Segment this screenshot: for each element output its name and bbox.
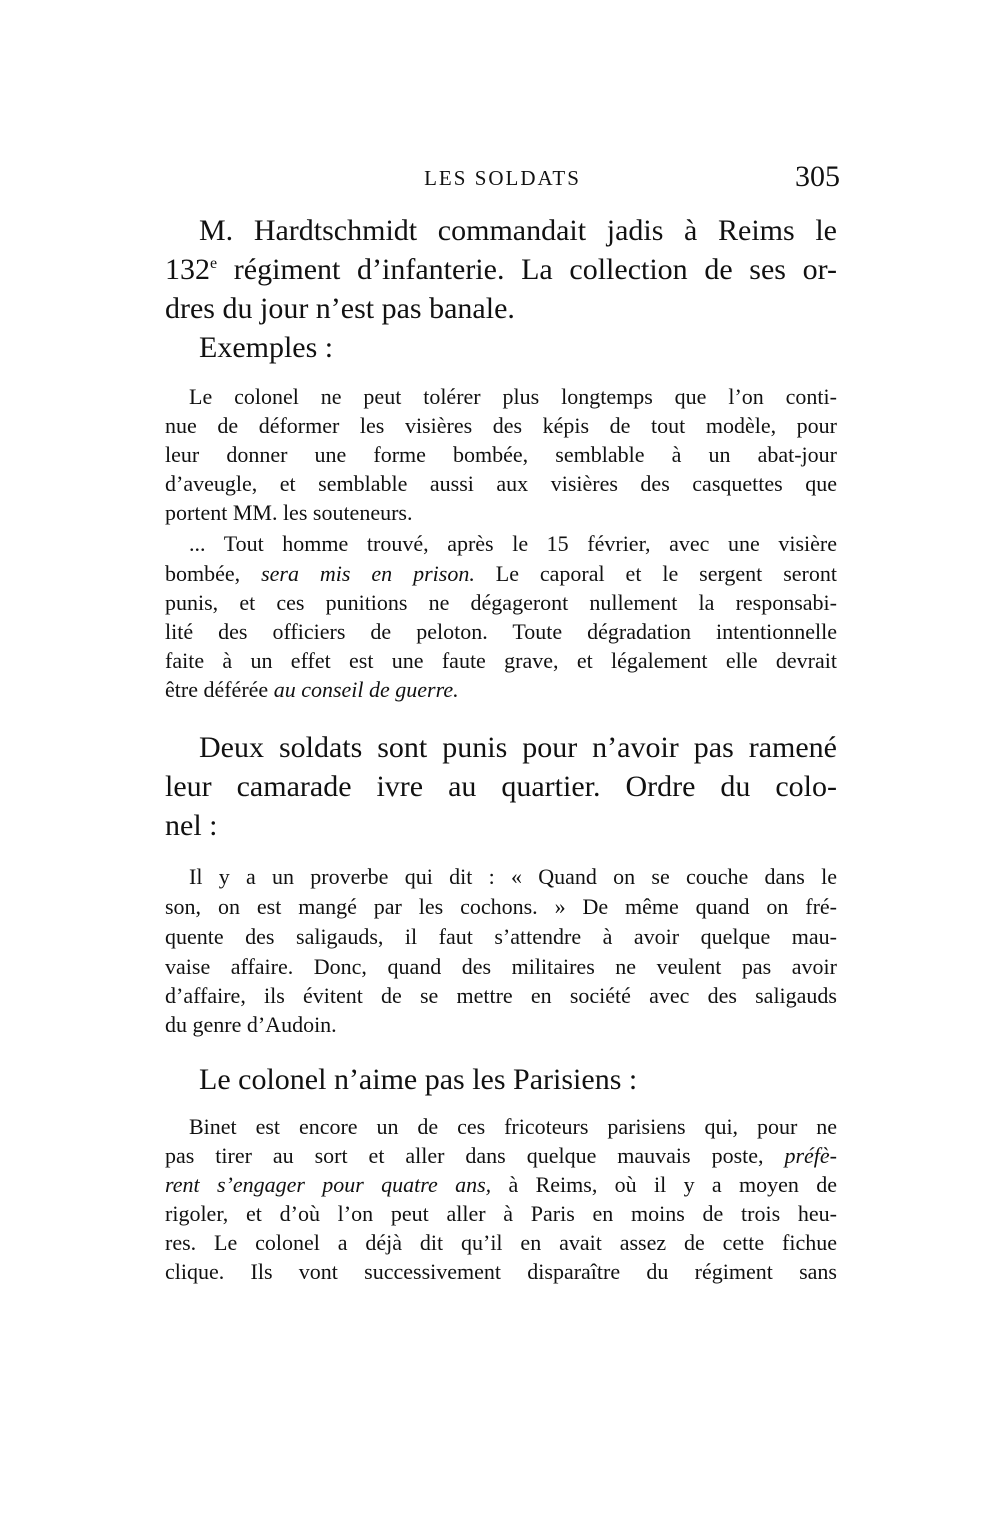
section2-line-1: Deux soldats sont punis pour n’avoir pas ramené <box>199 731 837 764</box>
quote1-line-7-italic: sera mis en prison. <box>261 561 475 586</box>
quote1-line-10: faite à un effet est une faute grave, et légalement elle devrait <box>165 648 837 673</box>
quote1-line-11-italic: au conseil de guerre. <box>273 677 459 702</box>
section2-line-2: leur camarade ivre au quartier. Ordre du colo- <box>165 770 837 803</box>
intro-line-2 <box>165 253 837 287</box>
quote1-line-3: leur donner une forme bombée, semblable à un abat-jour <box>165 442 837 467</box>
quote3-line-1: Binet est encore un de ces fricoteurs parisiens qui, pour ne <box>189 1114 837 1139</box>
quote1-line-9: lité des officiers de peloton. Toute dégradation intentionnelle <box>165 619 837 644</box>
quote3-line-5: res. Le colonel a déjà dit qu’il en avait assez de cette fichue <box>165 1230 837 1255</box>
intro-line-2-rest: régiment d’infanterie. La collection de ses or- <box>217 253 837 286</box>
intro-line-3: dres du jour n’est pas banale. <box>165 292 515 325</box>
quote2-line-3: quente des saligauds, il faut s’attendre à avoir quelque mau- <box>165 924 837 949</box>
quote1-line-4: d’aveugle, et semblable aussi aux visières des casquettes que <box>165 471 837 496</box>
quote3-line-3-b: à Reims, où il y a moyen de <box>491 1172 837 1197</box>
quote3-line-2-a: pas tirer au sort et aller dans quelque mauvais poste, <box>165 1143 785 1168</box>
quote1-line-7 <box>165 561 837 587</box>
quote3-line-4: rigoler, et d’où l’on peut aller à Paris en moins de trois heu- <box>165 1201 837 1226</box>
quote3-line-2 <box>165 1143 837 1169</box>
intro-line-4: Exemples : <box>199 331 334 364</box>
quote3-line-3-italic: rent s’engager pour quatre ans, <box>165 1172 492 1197</box>
quote2-line-4: vaise affaire. Donc, quand des militaires ne veulent pas avoir <box>165 954 837 979</box>
section3-line-1: Le colonel n’aime pas les Parisiens : <box>199 1063 638 1096</box>
quote3-line-3 <box>165 1172 837 1198</box>
quote3-line-6: clique. Ils vont successivement disparaître du régiment sans <box>165 1259 837 1284</box>
running-title: LES SOLDATS <box>424 166 581 190</box>
quote2-line-1: Il y a un proverbe qui dit : « Quand on se couche dans le <box>189 864 837 889</box>
quote2-line-5: d’affaire, ils évitent de se mettre en société avec des saligauds <box>165 983 837 1008</box>
intro-line-2-sup: e <box>210 255 218 272</box>
quote1-line-8: punis, et ces punitions ne dégageront nullement la responsabi- <box>165 590 837 615</box>
intro-line-1: M. Hardtschmidt commandait jadis à Reims le <box>199 214 837 247</box>
quote2-line-6: du genre d’Audoin. <box>165 1012 337 1037</box>
quote1-line-7-b: Le caporal et le sergent seront <box>474 561 837 586</box>
section2-line-3: nel : <box>165 809 218 842</box>
quote1-line-5: portent MM. les souteneurs. <box>165 500 413 525</box>
quote1-line-11-a: être déférée <box>165 677 274 702</box>
quote1-line-7-a: bombée, <box>165 561 262 586</box>
quote3-line-2-italic: préfè- <box>784 1143 837 1168</box>
quote2-line-2: son, on est mangé par les cochons. » De même quand on fré- <box>165 894 837 919</box>
intro-line-2-number: 132 <box>165 253 210 286</box>
quote1-line-11 <box>165 677 837 703</box>
quote1-line-6: ... Tout homme trouvé, après le 15 février, avec une visière <box>189 531 837 556</box>
quote1-line-2: nue de déformer les visières des képis de tout modèle, pour <box>165 413 837 438</box>
page-number: 305 <box>795 160 840 193</box>
quote1-line-1: Le colonel ne peut tolérer plus longtemps que l’on conti- <box>189 384 837 409</box>
running-header <box>165 160 840 200</box>
